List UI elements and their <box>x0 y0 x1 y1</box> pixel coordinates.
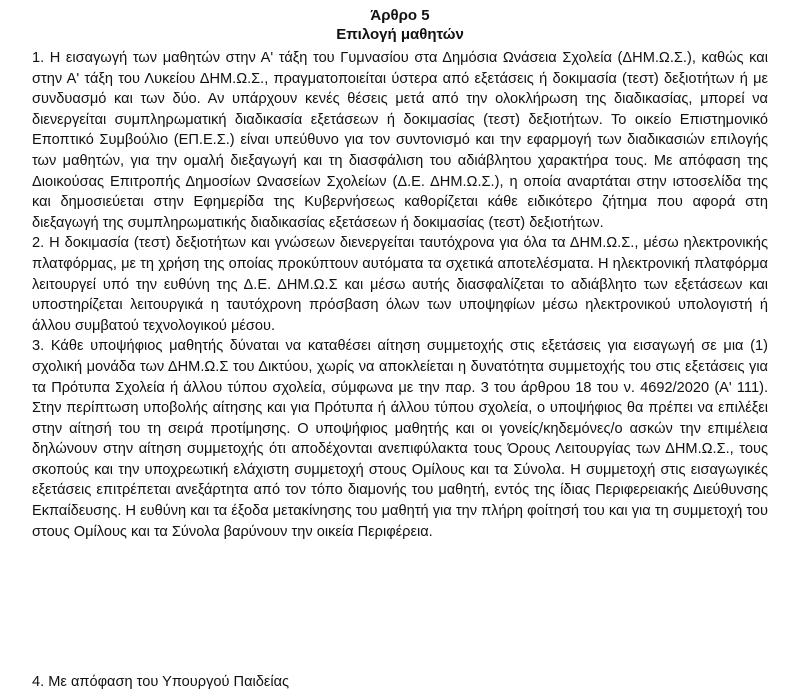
paragraph-1: 1. Η εισαγωγή των μαθητών στην Α' τάξη του Γυμνασίου στα Δημόσια Ωνάσεια Σχολεία (ΔΗΜ.Ω.Σ.), καθώς και στην Α' τάξη του Λυκείου ΔΗΜ.Ω.Σ., πραγματοποιείται ύστερα από εξετάσεις ή δοκιμασία (τεστ) δεξιοτήτων ή με συνδυασμό και των δύο. Αν υπάρχουν κενές θέσεις μετά από την ολοκλήρωση της διαδικασίας, μπορεί να διενεργείται συμπληρωματική διαδικασία εξετάσεων ή δοκιμασίας (τεστ) δεξιοτήτων. Το οικείο Επιστημονικό Εποπτικό Συμβούλιο (ΕΠ.Ε.Σ.) είναι υπεύθυνο για τον συντονισμό και την εφαρμογή των διαδικασιών επιλογής των μαθητών, για την ομαλή διεξαγωγή και τη διασφάλιση του αδιάβλητου χαρακτήρα τους. Με απόφαση της Διοικούσας Επιτροπής Δημοσίων Ωνασείων Σχολείων (Δ.Ε. ΔΗΜ.Ω.Σ.), η οποία αναρτάται στην ιστοσελίδα της και δημοσιεύεται στην Εφημερίδα της Κυβερνήσεως καθορίζεται κάθε ειδικότερο ζήτημα που αφορά στη διεξαγωγή της συμπληρωματικής διαδικασίας εξετάσεων ή δοκιμασίας (τεστ) δεξιοτήτων. <box>32 50 768 231</box>
article-number: Άρθρο 5 <box>370 7 430 24</box>
paragraph-2: 2. Η δοκιμασία (τεστ) δεξιοτήτων και γνώσεων διενεργείται ταυτόχρονα για όλα τα ΔΗΜ.Ω.Σ., μέσω ηλεκτρονικής πλατφόρμας, με τη χρήση της οποίας προκύπτουν αυτόματα τα σχετικά αποτελέσματα. Η ηλεκτρονική πλατφόρμα λειτουργεί υπό την ευθύνη της Δ.Ε. ΔΗΜ.Ω.Σ και μέσω αυτής διασφαλίζεται το αδιάβλητο των εξετάσεων και υποστηρίζεται λειτουργικά η ταυτόχρονη πρόσβαση όλων των υποψηφίων μέσω ηλεκτρονικού υπολογιστή ή άλλου συμβατού τεχνολογικού μέσου. <box>32 235 768 334</box>
paragraph-3: 3. Κάθε υποψήφιος μαθητής δύναται να καταθέσει αίτηση συμμετοχής στις εξετάσεις για εισαγωγή σε μια (1) σχολική μονάδα των ΔΗΜ.Ω.Σ του Δικτύου, χωρίς να αποκλείεται η δυνατότητα συμμετοχής του στις εξετάσεις για τα Πρότυπα Σχολεία ή άλλου τύπου σχολεία, σύμφωνα με την παρ. 3 του άρθρου 18 του ν. 4692/2020 (Α' 111). Στην περίπτωση υποβολής αίτησης και για Πρότυπα ή άλλου τύπου σχολεία, ο υποψήφιος θα πρέπει να επιλέξει στην αίτησή του τη σειρά προτίμησης. Ο υποψήφιος μαθητής και οι γονείς/κηδεμόνες/ο ασκών την επιμέλεια δηλώνουν στην αίτηση συμμετοχής ότι αποδέχονται ανεπιφύλακτα τους Όρους Λειτουργίας των ΔΗΜ.Ω.Σ., τους σκοπούς και την υποχρεωτική ελάχιστη συμμετοχή στους Ομίλους και τα Σύνολα. Η συμμετοχή στις εισαγωγικές εξετάσεις επιτρέπεται ανεξάρτητα από τον τόπο διαμονής του μαθητή, εντός της ίδιας Περιφερειακής Διεύθυνσης Εκπαίδευσης. Η ευθύνη και τα έξοδα μετακίνησης του μαθητή για την πλήρη φοίτησή του και για τη συμμετοχή του στους Ομίλους και τα Σύνολα βαρύνουν την οικεία Περιφέρεια. <box>32 338 768 540</box>
article-title: Επιλογή μαθητών <box>336 26 464 43</box>
paragraph-4-cut-off: 4. Με απόφαση του Υπουργού Παιδείας <box>32 674 290 690</box>
document-page <box>32 6 768 542</box>
